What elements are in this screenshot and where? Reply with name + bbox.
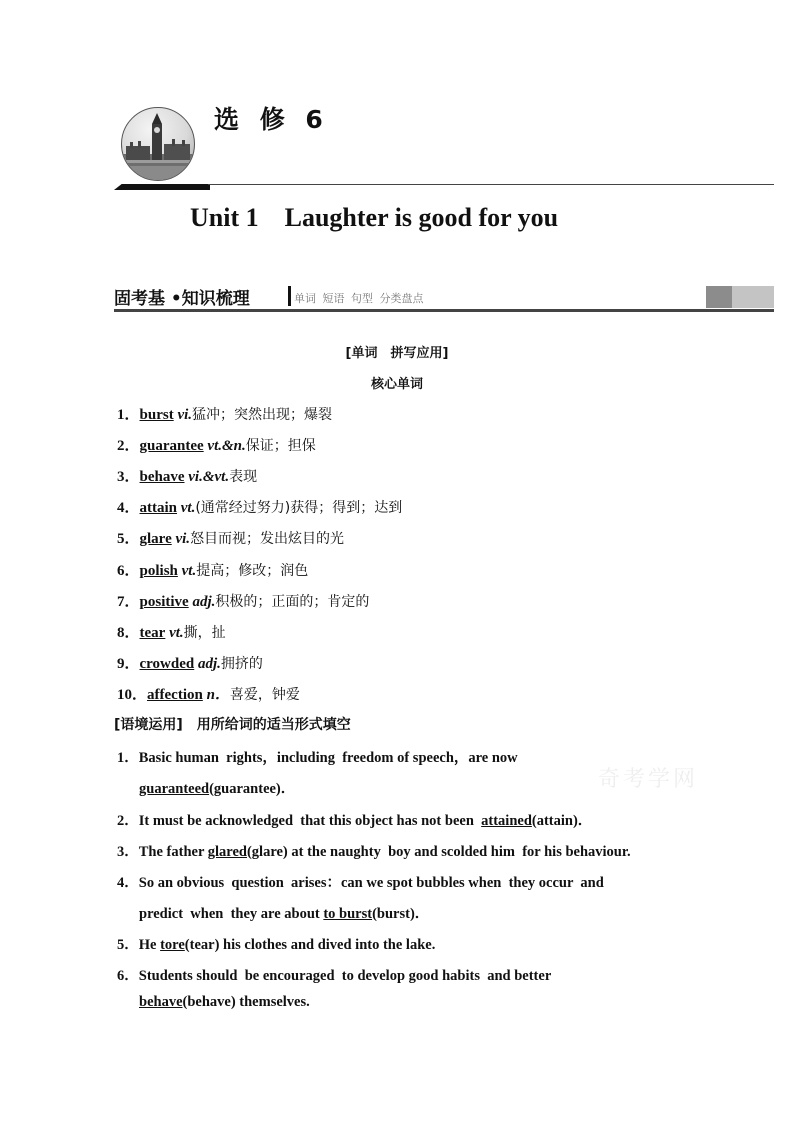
exercise-answer: guaranteed xyxy=(139,781,210,797)
exercise-number: 6． xyxy=(117,968,139,984)
vocab-item xyxy=(117,527,344,548)
vocab-meaning: (通常经过努力)获得；得到；达到 xyxy=(195,500,403,516)
exercise-answer: to burst xyxy=(323,906,373,922)
vocab-meaning: 拥挤的 xyxy=(220,656,263,672)
exercise-text: Students should be encouraged to develop good habits and better xyxy=(138,968,552,984)
vocab-pos: vt. xyxy=(165,625,184,641)
vocab-item xyxy=(117,559,308,580)
vocab-number: 5． xyxy=(117,531,140,547)
exercise-line xyxy=(117,933,435,954)
exercise-text: (tear) his clothes and dived into the lake. xyxy=(184,937,436,953)
vocab-pos: vi. xyxy=(173,407,193,423)
vocab-pos: vt. xyxy=(177,563,197,579)
exercise-number: 2． xyxy=(117,813,139,829)
exercise-text: (behave) themselves. xyxy=(182,994,310,1010)
watermark: 奇考学网 xyxy=(598,767,699,792)
section-bar-block-dark xyxy=(706,286,732,308)
volume-title: 选 修 6 xyxy=(214,105,329,134)
vocab-word: guarantee xyxy=(139,438,204,454)
vocab-word: positive xyxy=(139,594,189,610)
vocab-meaning: 怒目而视；发出炫目的光 xyxy=(190,531,345,547)
vocab-meaning: 喜爱，钟爱 xyxy=(229,687,300,703)
exercise-text: (guarantee)． xyxy=(209,781,296,797)
exercise-text: So an obvious question arises：can we spot bubbles when they occur and xyxy=(138,875,604,891)
vocab-meaning: 表现 xyxy=(229,469,258,485)
exercise-text: Basic human rights，including freedom of speech，are now xyxy=(138,750,518,766)
vocab-item xyxy=(117,590,369,611)
vocab-word: crowded xyxy=(139,656,195,672)
vocab-pos: vt.&n. xyxy=(203,438,246,454)
vocab-heading: [单词 拼写应用] xyxy=(345,346,449,361)
context-usage-label: [语境运用] 用所给词的适当形式填空 xyxy=(114,717,351,733)
section-separator xyxy=(288,286,291,306)
exercise-text: He xyxy=(138,937,161,953)
exercise-answer: tore xyxy=(160,937,185,953)
core-words-heading: 核心单词 xyxy=(370,377,423,392)
vocab-item xyxy=(117,621,226,642)
vocab-number: 1． xyxy=(117,407,140,423)
big-ben-logo-image xyxy=(121,107,195,181)
exercise-text: predict when they are about xyxy=(139,906,324,922)
exercise-line xyxy=(139,994,310,1011)
section-title: 固考基 •知识梳理 xyxy=(114,289,250,309)
vocab-meaning: 提高；修改；润色 xyxy=(196,563,309,579)
section-bar xyxy=(114,284,774,310)
exercise-text: (attain)． xyxy=(531,813,593,829)
vocab-pos: adj. xyxy=(194,656,221,672)
unit-title: Unit 1 Laughter is good for you xyxy=(190,203,559,232)
exercise-answer: attained xyxy=(481,813,532,829)
vocab-item xyxy=(117,465,257,486)
section-bar-block-light xyxy=(732,286,774,308)
exercise-text: (burst)． xyxy=(372,906,430,922)
exercise-text: (glare) at the naughty boy and scolded him for his behaviour. xyxy=(246,844,631,860)
vocab-item xyxy=(117,652,263,673)
exercise-line xyxy=(117,871,604,892)
section-underline xyxy=(114,309,774,312)
header-wedge-bar xyxy=(114,184,210,190)
vocab-pos: vi.&vt. xyxy=(184,469,230,485)
exercise-line xyxy=(139,777,295,798)
vocab-meaning: 撕，扯 xyxy=(183,625,226,641)
vocab-number: 3． xyxy=(117,469,140,485)
vocab-number: 2． xyxy=(117,438,140,454)
vocab-word: tear xyxy=(139,625,166,641)
vocab-meaning: 保证；担保 xyxy=(245,438,316,454)
exercise-number: 5． xyxy=(117,937,139,953)
vocab-number: 8． xyxy=(117,625,140,641)
vocab-pos: vt. xyxy=(177,500,196,516)
vocab-item xyxy=(117,403,332,424)
exercise-number: 4． xyxy=(117,875,139,891)
vocab-word: burst xyxy=(139,407,174,423)
vocab-word: affection xyxy=(147,687,203,703)
exercise-number: 3． xyxy=(117,844,139,860)
big-ben-icon xyxy=(122,108,194,180)
exercise-number: 1． xyxy=(117,750,139,766)
exercise-line xyxy=(117,964,551,985)
vocab-word: polish xyxy=(139,563,178,579)
header-rule xyxy=(208,184,774,185)
vocab-pos: vi. xyxy=(171,531,191,547)
exercise-answer: glared xyxy=(207,844,247,860)
exercise-line xyxy=(117,840,631,861)
exercise-line xyxy=(139,902,429,923)
vocab-item xyxy=(117,434,316,455)
vocab-meaning: 积极的；正面的；肯定的 xyxy=(215,594,370,610)
vocab-word: attain xyxy=(139,500,178,516)
vocab-word: behave xyxy=(139,469,185,485)
vocab-pos: adj. xyxy=(188,594,216,610)
vocab-number: 6． xyxy=(117,563,140,579)
exercise-text: It must be acknowledged that this object has not been xyxy=(138,813,482,829)
vocab-number: 7． xyxy=(117,594,140,610)
vocab-number: 4． xyxy=(117,500,140,516)
vocab-meaning: 猛冲；突然出现；爆裂 xyxy=(192,407,333,423)
vocab-number: 9． xyxy=(117,656,140,672)
vocab-word: glare xyxy=(139,531,172,547)
vocab-item xyxy=(117,496,402,517)
vocab-number: 10． xyxy=(117,687,148,703)
section-subtitle: 单词 短语 句型 分类盘点 xyxy=(294,292,424,305)
exercise-text: The father xyxy=(138,844,208,860)
exercise-line xyxy=(117,746,518,767)
exercise-line xyxy=(117,809,592,830)
exercise-answer: behave xyxy=(139,994,183,1010)
vocab-item xyxy=(117,683,300,704)
vocab-pos: n． xyxy=(202,687,230,703)
